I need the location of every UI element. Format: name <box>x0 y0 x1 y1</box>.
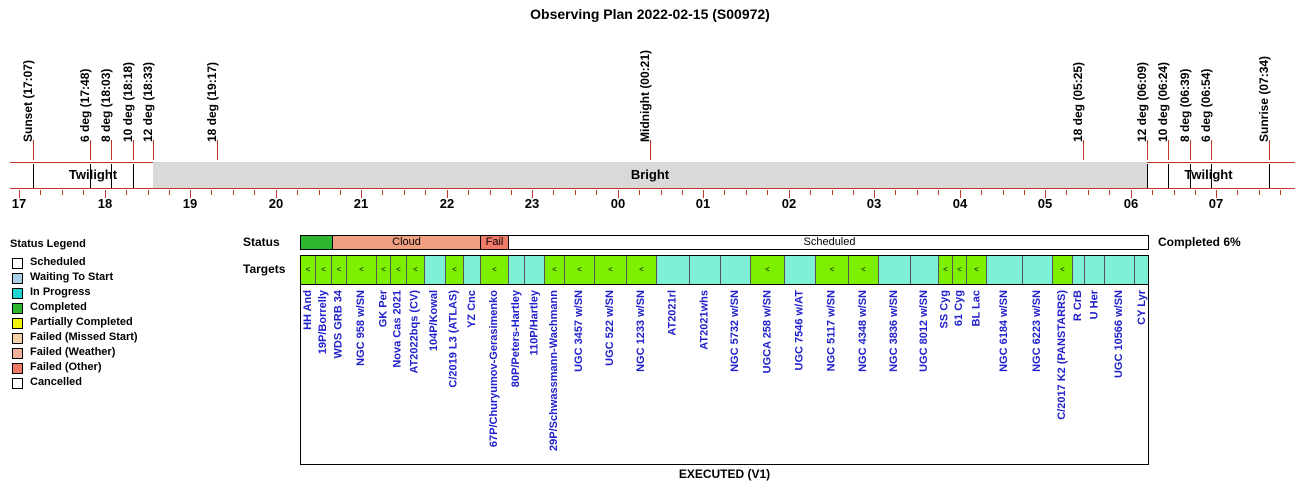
minor-tick <box>917 190 918 195</box>
target-name[interactable]: UGC 522 w/SN <box>604 290 616 366</box>
hour-label: 23 <box>524 196 540 211</box>
target-name[interactable]: CY Lyr <box>1135 290 1148 325</box>
legend-label: Failed (Missed Start) <box>30 331 138 343</box>
target-name[interactable]: YZ Cnc <box>465 290 478 328</box>
event-tick <box>133 140 134 160</box>
minor-tick <box>1259 190 1260 195</box>
target-name[interactable]: 19P/Borrelly <box>317 290 329 355</box>
minor-tick <box>853 190 854 195</box>
legend-swatch <box>12 348 23 359</box>
target-cell[interactable] <box>464 256 481 284</box>
event-label-text: 10 deg (06:24) <box>1156 61 1170 142</box>
legend-label: Failed (Weather) <box>30 346 116 358</box>
status-segment: Cloud <box>333 236 481 249</box>
target-name[interactable]: C/2017 K2 (PANSTARRS) <box>1056 290 1068 420</box>
targets-row-label: Targets <box>243 262 286 276</box>
target-cell[interactable]: < <box>967 256 987 284</box>
twilight-morning-label: Twilight <box>1184 167 1233 182</box>
event-label-text: 18 deg (19:17) <box>205 61 219 142</box>
target-name[interactable]: WDS GRB 34 <box>332 290 345 359</box>
minor-tick <box>233 190 234 195</box>
target-cell[interactable] <box>987 256 1023 284</box>
hour-label: 03 <box>866 196 882 211</box>
minor-tick <box>382 190 383 195</box>
target-cell[interactable] <box>509 256 525 284</box>
minor-tick <box>126 190 127 195</box>
legend-label: Cancelled <box>30 376 82 388</box>
minor-tick <box>1174 190 1175 195</box>
target-name[interactable]: C/2019 L3 (ATLAS) <box>448 290 460 388</box>
target-cell[interactable]: < <box>301 256 316 284</box>
minor-tick <box>468 190 469 195</box>
target-cell[interactable] <box>1135 256 1149 284</box>
minor-tick <box>553 190 554 195</box>
event-tick <box>90 140 91 160</box>
bright-label: Bright <box>630 167 670 182</box>
target-name[interactable]: 29P/Schwassmann-Wachmann <box>548 290 560 451</box>
twilight-evening-label: Twilight <box>68 167 118 182</box>
minor-tick <box>425 190 426 195</box>
minor-tick <box>1109 190 1110 195</box>
target-cell[interactable] <box>657 256 690 284</box>
target-cell[interactable] <box>1105 256 1135 284</box>
target-name[interactable]: HH And <box>301 290 314 330</box>
target-cell[interactable]: < <box>849 256 879 284</box>
legend-label: Completed <box>30 301 87 313</box>
event-tick <box>1168 140 1169 160</box>
target-name[interactable]: UGC 3457 w/SN <box>573 290 585 372</box>
target-cell[interactable] <box>721 256 751 284</box>
status-legend <box>10 238 138 390</box>
minor-tick <box>575 190 576 195</box>
minor-tick <box>1237 190 1238 195</box>
minor-tick <box>981 190 982 195</box>
target-name[interactable]: 80P/Peters-Hartley <box>510 290 522 388</box>
status-row-label: Status <box>243 235 280 249</box>
target-cell[interactable]: < <box>565 256 595 284</box>
legend-swatch <box>12 378 23 389</box>
event-tick <box>111 140 112 160</box>
target-name[interactable]: NGC 1233 w/SN <box>635 290 647 372</box>
minor-tick <box>1152 190 1153 195</box>
target-name[interactable]: 110P/Hartley <box>528 290 540 356</box>
minor-tick <box>1066 190 1067 195</box>
hour-label: 17 <box>11 196 27 211</box>
minor-tick <box>83 190 84 195</box>
event-label-text: 8 deg (06:39) <box>1178 68 1192 142</box>
legend-item <box>10 360 138 375</box>
minor-tick <box>832 190 833 195</box>
event-tick <box>1190 140 1191 160</box>
target-cell[interactable]: < <box>816 256 849 284</box>
legend-title: Status Legend <box>10 238 86 250</box>
status-segment: Fail <box>481 236 509 249</box>
target-cell[interactable]: < <box>377 256 391 284</box>
hour-label: 00 <box>610 196 626 211</box>
minor-tick <box>810 190 811 195</box>
target-name[interactable]: 67P/Churyumov-Gerasimenko <box>488 290 500 448</box>
event-label-text: 12 deg (18:33) <box>141 61 155 142</box>
hour-label: 02 <box>781 196 797 211</box>
target-cell[interactable]: < <box>347 256 377 284</box>
legend-item <box>10 300 138 315</box>
target-name[interactable]: UGC 7546 w/AT <box>793 290 806 371</box>
event-label-text: 6 deg (06:54) <box>1199 68 1213 142</box>
event-tick <box>153 140 154 160</box>
event-tick <box>217 140 218 160</box>
target-name[interactable]: NGC 5117 w/SN <box>825 290 838 372</box>
legend-item <box>10 375 138 390</box>
minor-tick <box>767 190 768 195</box>
target-cell[interactable] <box>1085 256 1105 284</box>
target-name[interactable]: NGC 6223 w/SN <box>1031 290 1043 372</box>
legend-item <box>10 330 138 345</box>
legend-label: Failed (Other) <box>30 361 102 373</box>
legend-label: Scheduled <box>30 256 86 268</box>
target-name[interactable]: Nova Cas 2021 <box>392 290 404 368</box>
minor-tick <box>895 190 896 195</box>
legend-item <box>10 270 138 285</box>
legend-label: Waiting To Start <box>30 271 114 283</box>
target-name[interactable]: NGC 6184 w/SN <box>998 290 1010 372</box>
event-tick <box>1083 140 1084 160</box>
target-name[interactable]: UGC 8012 w/SN <box>918 290 930 372</box>
target-cell[interactable]: < <box>332 256 347 284</box>
event-label-text: 8 deg (18:03) <box>99 68 113 142</box>
minor-tick <box>661 190 662 195</box>
minor-tick <box>297 190 298 195</box>
chart-title: Observing Plan 2022-02-15 (S00972) <box>530 6 770 22</box>
minor-tick <box>511 190 512 195</box>
target-cell[interactable]: < <box>1053 256 1073 284</box>
minor-tick <box>1088 190 1089 195</box>
event-label-text: 6 deg (17:48) <box>78 68 92 142</box>
target-name[interactable]: R CrB <box>1072 290 1084 322</box>
event-tick <box>1211 140 1212 160</box>
target-name[interactable]: 61 Cyg <box>953 290 965 327</box>
minor-tick <box>1003 190 1004 195</box>
target-cell[interactable] <box>1073 256 1085 284</box>
target-name[interactable]: NGC 5732 w/SN <box>729 290 741 372</box>
minor-tick <box>148 190 149 195</box>
minor-tick <box>211 190 212 195</box>
minor-tick <box>724 190 725 195</box>
event-tick <box>650 140 651 160</box>
event-tick <box>33 140 34 160</box>
target-name[interactable]: NGC 958 w/SN <box>355 290 367 366</box>
target-cell[interactable]: < <box>446 256 464 284</box>
minor-tick <box>169 190 170 195</box>
band-bottom-line <box>10 188 1295 189</box>
target-cell[interactable] <box>785 256 816 284</box>
legend-swatch <box>12 273 23 284</box>
target-name[interactable]: U Her <box>1088 290 1100 320</box>
minor-tick <box>1195 190 1196 195</box>
target-cell[interactable]: < <box>595 256 627 284</box>
target-cell[interactable]: < <box>939 256 953 284</box>
completed-percentage: Completed 6% <box>1158 235 1241 249</box>
legend-swatch <box>12 318 23 329</box>
legend-item <box>10 345 138 360</box>
status-bar <box>300 235 1149 250</box>
hour-label: 01 <box>695 196 711 211</box>
event-label-text: Sunrise (07:34) <box>1257 55 1271 142</box>
hour-label: 05 <box>1037 196 1053 211</box>
hour-label: 06 <box>1123 196 1139 211</box>
hour-label: 18 <box>97 196 113 211</box>
target-cell[interactable] <box>1023 256 1053 284</box>
legend-swatch <box>12 333 23 344</box>
legend-swatch <box>12 363 23 374</box>
hour-label: 22 <box>439 196 455 211</box>
target-cell[interactable] <box>425 256 446 284</box>
target-cell[interactable]: < <box>953 256 967 284</box>
hour-label: 21 <box>353 196 369 211</box>
event-label-text: Midnight (00:21) <box>638 50 652 142</box>
target-cell[interactable]: < <box>481 256 509 284</box>
event-label-text: 18 deg (05:25) <box>1071 61 1085 142</box>
minor-tick <box>404 190 405 195</box>
target-name[interactable]: NGC 4348 w/SN <box>857 290 869 372</box>
minor-tick <box>746 190 747 195</box>
event-tick <box>1269 140 1270 160</box>
target-cell[interactable] <box>525 256 545 284</box>
minor-tick <box>254 190 255 195</box>
target-cell[interactable]: < <box>316 256 332 284</box>
minor-tick <box>639 190 640 195</box>
target-name[interactable]: AT2021whs <box>698 290 711 350</box>
target-cell[interactable]: < <box>627 256 657 284</box>
target-name[interactable]: AT2022bqs (CV) <box>409 290 421 374</box>
event-tick <box>1147 140 1148 160</box>
target-cell[interactable] <box>911 256 939 284</box>
targets-bar <box>300 255 1149 285</box>
event-label-text: 10 deg (18:18) <box>121 61 135 142</box>
minor-tick <box>1280 190 1281 195</box>
legend-swatch <box>12 288 23 299</box>
target-name[interactable]: BL Lac <box>970 290 982 327</box>
target-cell[interactable]: < <box>407 256 425 284</box>
minor-tick <box>682 190 683 195</box>
legend-item <box>10 255 138 270</box>
target-name[interactable]: UGC 10566 w/SN <box>1113 290 1125 379</box>
status-segment: Scheduled <box>509 236 1149 249</box>
legend-item <box>10 315 138 330</box>
target-name[interactable]: SS Cyg <box>939 290 951 329</box>
target-cell[interactable]: < <box>751 256 785 284</box>
target-name[interactable]: NGC 3836 w/SN <box>888 290 900 372</box>
minor-tick <box>340 190 341 195</box>
legend-label: In Progress <box>30 286 91 298</box>
legend-label: Partially Completed <box>30 316 133 328</box>
target-name[interactable]: 104P/Kowal <box>428 290 441 352</box>
minor-tick <box>596 190 597 195</box>
hour-label: 19 <box>182 196 198 211</box>
event-label-text: Sunset (17:07) <box>21 59 35 142</box>
event-label-text: 12 deg (06:09) <box>1135 61 1149 142</box>
target-name[interactable]: AT2021rl <box>666 290 679 336</box>
legend-swatch <box>12 303 23 314</box>
hour-label: 20 <box>268 196 284 211</box>
minor-tick <box>62 190 63 195</box>
status-segment <box>301 236 333 249</box>
executed-label: EXECUTED (V1) <box>678 467 771 481</box>
target-name[interactable]: UGCA 258 w/SN <box>761 290 773 374</box>
legend-item <box>10 285 138 300</box>
target-cell[interactable] <box>879 256 911 284</box>
minor-tick <box>319 190 320 195</box>
legend-swatch <box>12 258 23 269</box>
target-cell[interactable] <box>690 256 721 284</box>
minor-tick <box>40 190 41 195</box>
minor-tick <box>490 190 491 195</box>
hour-label: 04 <box>952 196 968 211</box>
hour-label: 07 <box>1208 196 1224 211</box>
minor-tick <box>1024 190 1025 195</box>
target-cell[interactable]: < <box>391 256 407 284</box>
minor-tick <box>938 190 939 195</box>
target-name[interactable]: GK Per <box>377 290 389 328</box>
target-cell[interactable]: < <box>545 256 565 284</box>
